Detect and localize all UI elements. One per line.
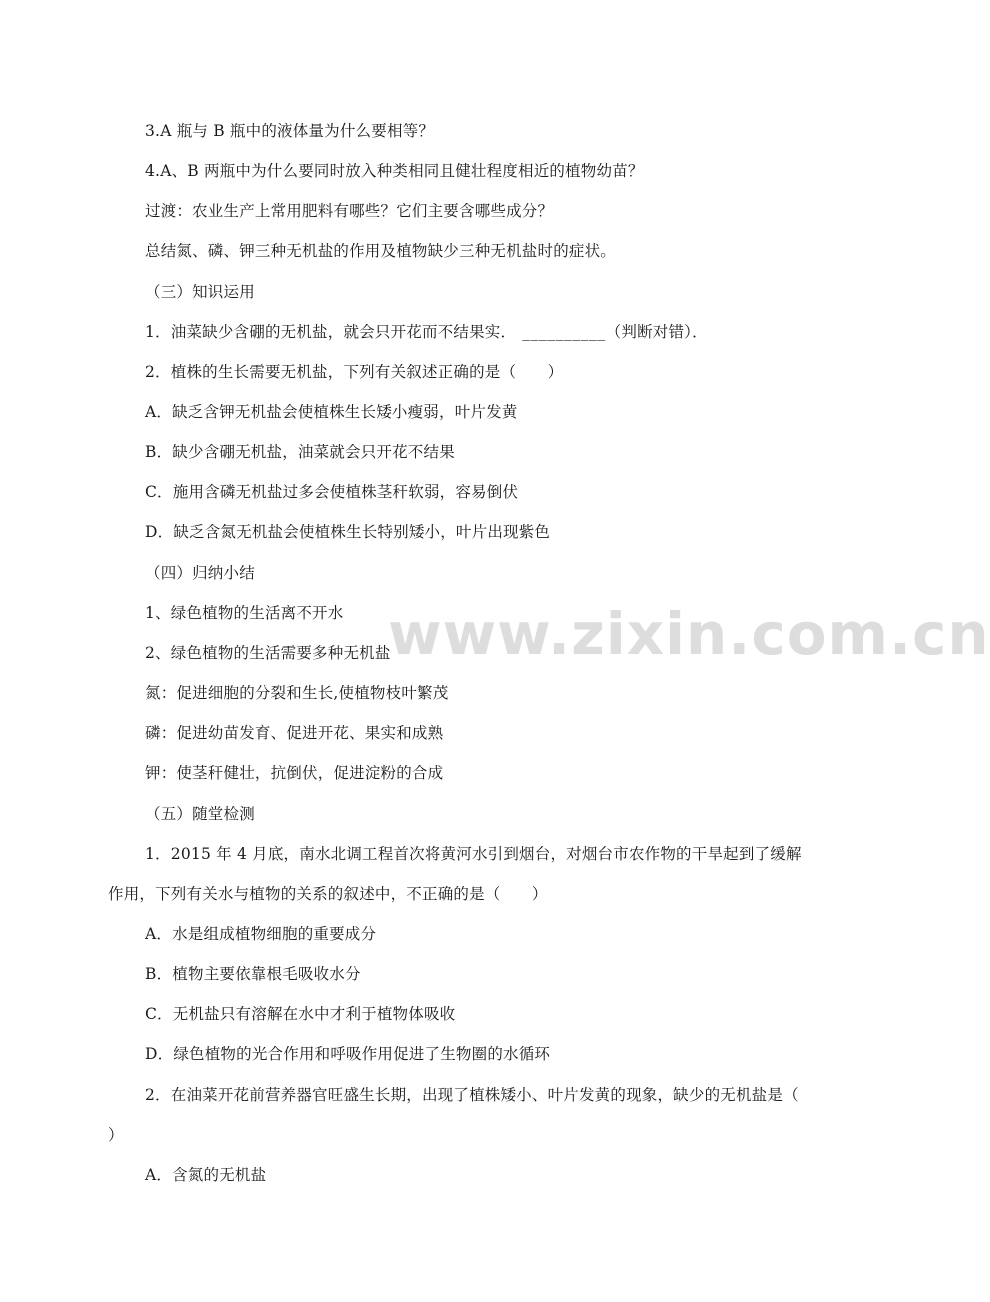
- question-3: 3.A 瓶与 B 瓶中的液体量为什么要相等？: [145, 122, 435, 140]
- nitrogen-role: 氮：促进细胞的分裂和生长,使植物枝叶繁茂: [145, 684, 449, 702]
- option-c: C．施用含磷无机盐过多会使植株茎秆软弱，容易倒伏: [145, 483, 519, 501]
- summary-point-2: 2、绿色植物的生活需要多种无机盐: [145, 644, 391, 662]
- test-option-c: C．无机盐只有溶解在水中才利于植物体吸收: [145, 1005, 456, 1023]
- knowledge-question-1-suffix: （判断对错）．: [605, 323, 708, 341]
- option-d: D．缺乏含氮无机盐会使植株生长特别矮小，叶片出现紫色: [145, 523, 551, 541]
- option-a: A．缺乏含钾无机盐会使植株生长矮小瘦弱，叶片发黄: [145, 403, 518, 421]
- section-heading-4: （四）归纳小结: [145, 564, 255, 582]
- test-option-b: B．植物主要依靠根毛吸收水分: [145, 965, 361, 983]
- test-question-1-line-2: 作用，下列有关水与植物的关系的叙述中，不正确的是（ ）: [108, 885, 548, 903]
- phosphorus-role: 磷：促进幼苗发育、促进开花、果实和成熟: [145, 724, 444, 742]
- test-question-2-line-1: 2．在油菜开花前营养器官旺盛生长期，出现了植株矮小、叶片发黄的现象，缺少的无机盐是（: [145, 1086, 799, 1104]
- knowledge-question-2: 2．植株的生长需要无机盐，下列有关叙述正确的是（ ）: [145, 363, 564, 381]
- test-question-2-line-2: ）: [108, 1126, 124, 1144]
- question-4: 4.A、B 两瓶中为什么要同时放入种类相同且健壮程度相近的植物幼苗？: [145, 162, 644, 180]
- test-option-a: A．水是组成植物细胞的重要成分: [145, 925, 377, 943]
- test-question-1-line-1: 1．2015 年 4 月底，南水北调工程首次将黄河水引到烟台，对烟台市农作物的干旱起到了缓解: [145, 845, 802, 863]
- test-option-d: D．绿色植物的光合作用和呼吸作用促进了生物圈的水循环: [145, 1045, 551, 1063]
- test-2-option-a: A．含氮的无机盐: [145, 1166, 267, 1184]
- section-heading-5: （五）随堂检测: [145, 805, 255, 823]
- summary-intro: 总结氮、磷、钾三种无机盐的作用及植物缺少三种无机盐时的症状。: [145, 242, 617, 260]
- knowledge-question-1-text: 1．油菜缺少含硼的无机盐，就会只开花而不结果实．: [145, 323, 517, 341]
- summary-point-1: 1、绿色植物的生活离不开水: [145, 604, 344, 622]
- answer-blank: __________: [522, 323, 606, 341]
- knowledge-question-1: [145, 322, 708, 342]
- watermark: www.zixin.com.cn: [388, 600, 990, 668]
- option-b: B．缺少含硼无机盐，油菜就会只开花不结果: [145, 443, 455, 461]
- transition-text: 过渡：农业生产上常用肥料有哪些？它们主要含哪些成分？: [145, 202, 554, 220]
- section-heading-3: （三）知识运用: [145, 283, 255, 301]
- potassium-role: 钾：使茎秆健壮，抗倒伏，促进淀粉的合成: [145, 764, 444, 782]
